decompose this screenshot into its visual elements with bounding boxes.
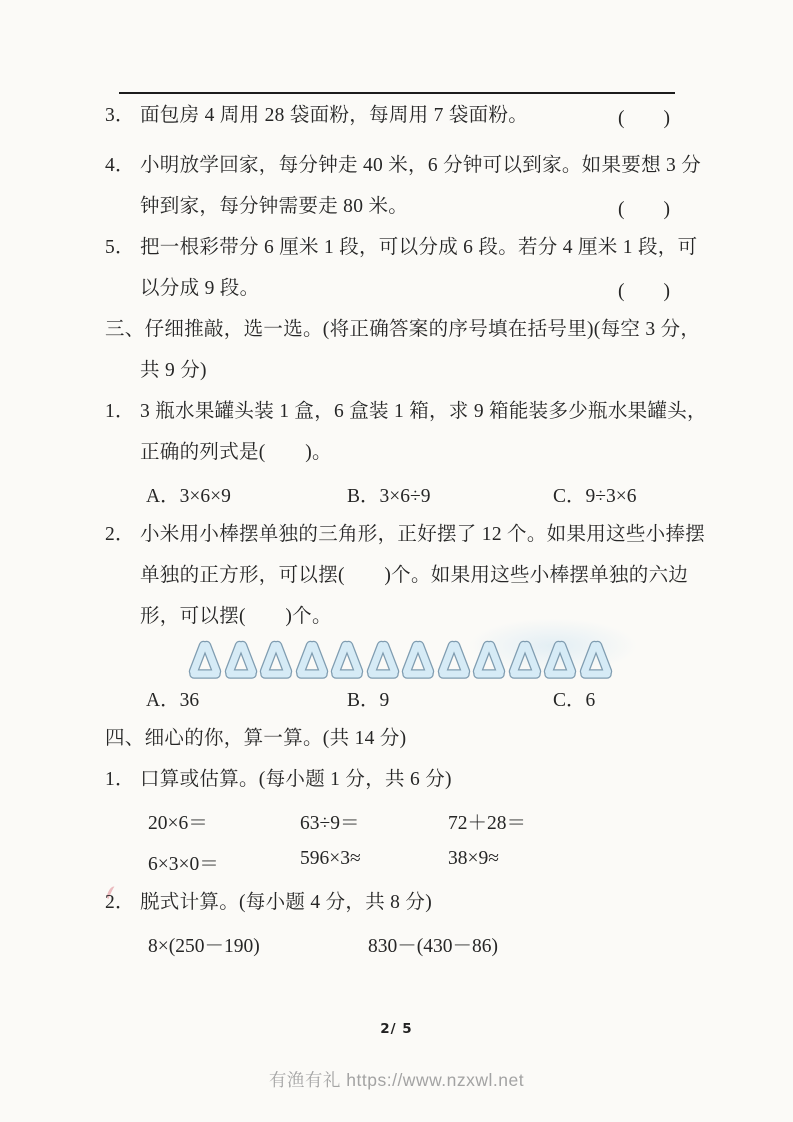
choice-q2-line1	[105, 521, 705, 548]
choice-q1-line1	[105, 398, 707, 425]
question-text: 面包房 4 周用 28 袋面粉，每周用 7 袋面粉。	[140, 105, 529, 126]
question-number: 2．	[105, 892, 135, 913]
question-text: 小明放学回家，每分钟走 40 米，6 分钟可以到家。如果要想 3 分	[140, 155, 702, 176]
question-number: 1．	[105, 769, 135, 790]
triangle-icon	[329, 637, 365, 681]
calc-expression: 830－(430－86)	[368, 936, 498, 957]
judge-q3-answer-blank: ( )	[618, 108, 670, 129]
option-b: B．3×6÷9	[347, 486, 431, 507]
header-rule	[119, 92, 675, 94]
calc-expression: 63÷9＝	[300, 813, 360, 834]
calc-expression: 596×3≈	[300, 848, 361, 869]
triangle-icon	[400, 637, 436, 681]
choice-q1-line2: 正确的列式是( )。	[140, 442, 332, 463]
triangle-icon	[542, 637, 578, 681]
calc-expression: 6×3×0＝	[148, 854, 219, 875]
question-text: 脱式计算。(每小题 4 分，共 8 分)	[140, 892, 432, 913]
calc-expression: 72＋28＝	[448, 813, 527, 834]
section4-title: 四、细心的你，算一算。(共 14 分)	[105, 728, 407, 749]
choice-q2-line2: 单独的正方形，可以摆( )个。如果用这些小棒摆单独的六边	[140, 565, 689, 586]
triangle-icon	[223, 637, 259, 681]
question-text: 小米用小棒摆单独的三角形，正好摆了 12 个。如果用这些小捧摆	[140, 524, 706, 545]
calc-expression: 8×(250－190)	[148, 936, 260, 957]
question-number: 1．	[105, 401, 135, 422]
calc-q1-title	[105, 766, 452, 793]
calc-expression: 38×9≈	[448, 848, 499, 869]
triangle-icon	[436, 637, 472, 681]
judge-q4-line1	[105, 152, 701, 179]
question-text: 3 瓶水果罐头装 1 盒，6 盒装 1 箱，求 9 箱能装多少瓶水果罐头，	[140, 401, 707, 422]
question-number: 5．	[105, 237, 135, 258]
question-number: 2．	[105, 524, 135, 545]
option-a: A．3×6×9	[146, 486, 231, 507]
option-c: C．6	[553, 690, 596, 711]
judge-q5-line2: 以分成 9 段。	[140, 278, 260, 299]
triangle-icon	[365, 637, 401, 681]
option-b: B．9	[347, 690, 390, 711]
stick-triangle-figure	[187, 637, 623, 681]
triangle-icon	[187, 637, 223, 681]
triangle-icon	[258, 637, 294, 681]
question-number: 3．	[105, 105, 135, 126]
judge-q4-answer-blank: ( )	[618, 199, 670, 220]
judge-q3-line1	[105, 102, 528, 129]
judge-q4-line2: 钟到家，每分钟需要走 80 米。	[140, 196, 409, 217]
triangle-icon	[507, 637, 543, 681]
footer-site-link[interactable]: 有渔有礼 https://www.nzxwl.net	[268, 1070, 525, 1090]
option-a: A．36	[146, 690, 200, 711]
judge-q5-answer-blank: ( )	[618, 281, 670, 302]
question-text: 口算或估算。(每小题 1 分，共 6 分)	[140, 769, 452, 790]
question-number: 4．	[105, 155, 135, 176]
option-c: C．9÷3×6	[553, 486, 637, 507]
choice-q2-line3: 形，可以摆( )个。	[140, 606, 332, 627]
section3-title-line2: 共 9 分)	[140, 360, 207, 381]
page-number: 2/ 5	[380, 1021, 413, 1037]
judge-q5-line1	[105, 234, 697, 261]
triangle-icon	[294, 637, 330, 681]
triangle-icon	[471, 637, 507, 681]
question-text: 把一根彩带分 6 厘米 1 段，可以分成 6 段。若分 4 厘米 1 段，可	[140, 237, 698, 258]
section3-title-line1: 三、仔细推敲，选一选。(将正确答案的序号填在括号里)(每空 3 分，	[105, 319, 701, 340]
calc-expression: 20×6＝	[148, 813, 208, 834]
triangle-icon	[578, 637, 614, 681]
calc-q2-title	[105, 889, 432, 916]
